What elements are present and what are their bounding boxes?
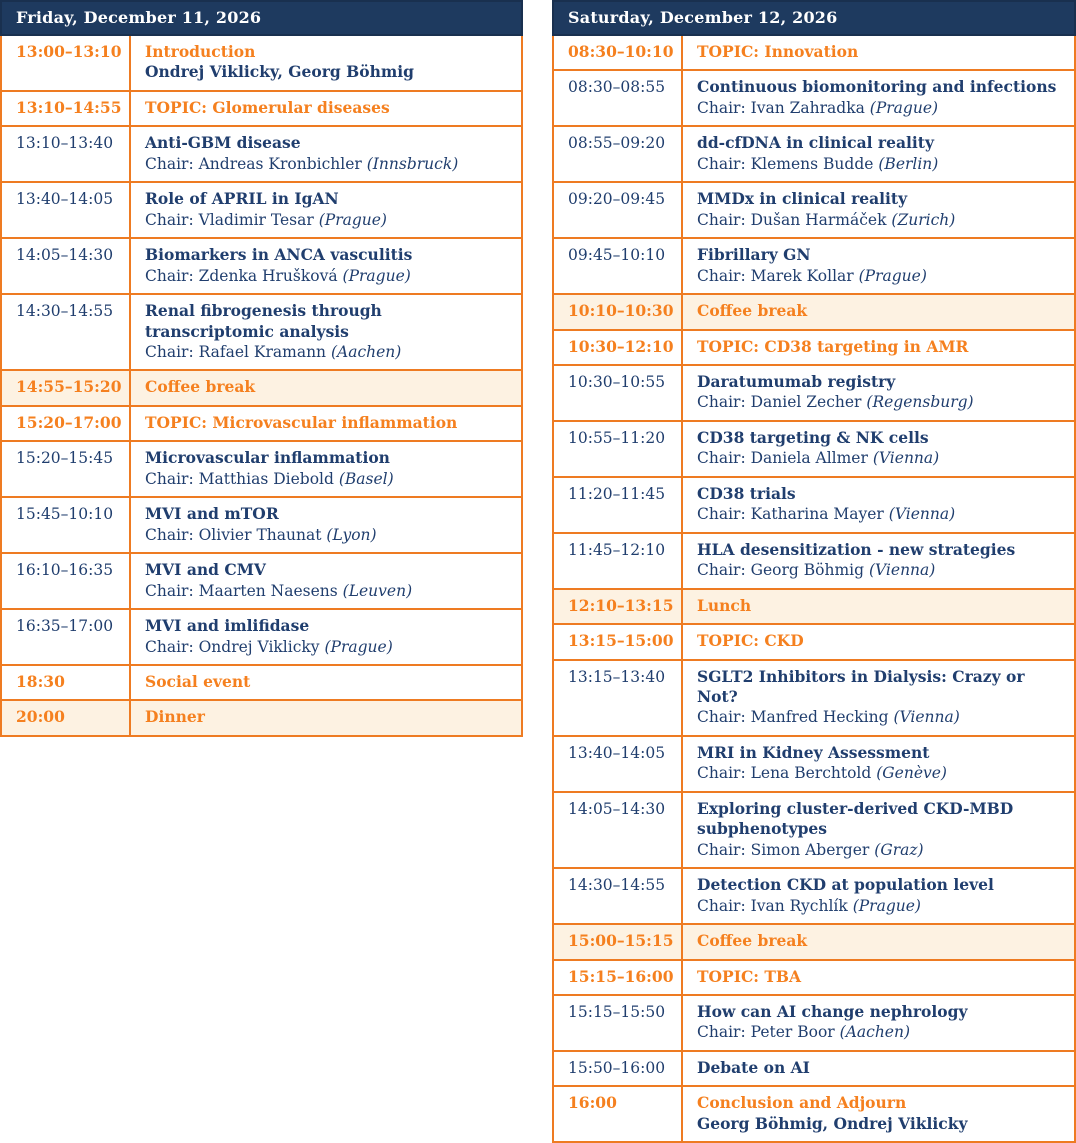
session-cell: [131, 498, 521, 552]
session-title: Role of APRIL in IgAN: [145, 189, 339, 209]
session-cell: [683, 590, 1074, 623]
session-chair: Chair: Manfred Hecking: [697, 708, 889, 727]
session-chair-line: [145, 637, 509, 657]
time-cell: [554, 590, 683, 623]
time-cell: [554, 793, 683, 867]
time-cell: [554, 961, 683, 994]
time-cell: [554, 71, 683, 125]
schedule-row: [554, 867, 1074, 923]
time-cell: [554, 127, 683, 181]
schedule-row: [554, 994, 1074, 1050]
time-cell: [554, 661, 683, 735]
schedule-row: [554, 1085, 1074, 1141]
time-cell: [554, 996, 683, 1050]
session-chair-line: [697, 448, 1062, 468]
time-cell: [2, 36, 131, 90]
time-label: 08:30–10:10: [568, 42, 674, 61]
session-chair-line: [697, 392, 1062, 412]
session-chair: Chair: Klemens Budde: [697, 154, 874, 173]
schedule-row: [554, 623, 1074, 658]
time-cell: [2, 666, 131, 699]
session-chair: Chair: Zdenka Hrušková: [145, 266, 338, 285]
schedule-row: [554, 420, 1074, 476]
time-label: 13:10–14:55: [16, 97, 122, 117]
day-header: [0, 0, 523, 36]
session-cell: [131, 407, 521, 440]
session-place: (Prague): [858, 266, 927, 285]
session-chair: Chair: Olivier Thaunat: [145, 525, 322, 544]
session-place: (Genève): [876, 764, 947, 783]
schedule-row: [554, 923, 1074, 958]
session-chair: Chair: Simon Aberger: [697, 840, 870, 859]
time-label: 13:10–13:40: [16, 134, 114, 153]
session-cell: [131, 610, 521, 664]
session-cell: [683, 127, 1074, 181]
session-title: TOPIC: CD38 targeting in AMR: [697, 336, 969, 356]
time-label: 11:45–12:10: [568, 540, 666, 559]
session-place: (Graz): [874, 840, 924, 859]
session-cell: [131, 239, 521, 293]
session-title: Coffee break: [697, 931, 808, 951]
session-place: (Vienna): [893, 708, 960, 727]
session-chair: Chair: Matthias Diebold: [145, 469, 334, 488]
session-chair-line: [697, 504, 1062, 524]
session-cell: [131, 701, 521, 734]
session-cell: [131, 371, 521, 404]
session-place: (Lyon): [326, 525, 377, 544]
session-chair-line: [697, 210, 1062, 230]
session-title: CD38 trials: [697, 483, 796, 503]
session-cell: [683, 71, 1074, 125]
time-label: 16:35–17:00: [16, 617, 114, 636]
session-title: MVI and CMV: [145, 560, 266, 580]
schedule-row: [554, 959, 1074, 994]
schedule-row: [554, 659, 1074, 735]
session-cell: [683, 625, 1074, 658]
time-cell: [554, 869, 683, 923]
time-label: 14:30–14:55: [568, 876, 666, 895]
session-title: Fibrillary GN: [697, 245, 811, 265]
schedule-row: [554, 532, 1074, 588]
schedule-row: [554, 36, 1074, 69]
session-place: (Prague): [869, 98, 939, 117]
time-cell: [554, 1087, 683, 1141]
session-cell: [131, 295, 521, 369]
day-header: [552, 0, 1076, 36]
schedule-row: [554, 1050, 1074, 1085]
session-chair-line: [145, 581, 509, 601]
session-title: Detection CKD at population level: [697, 875, 994, 895]
time-label: 14:05–14:30: [568, 799, 666, 818]
session-title: Daratumumab registry: [697, 371, 896, 391]
time-label: 08:30–08:55: [568, 78, 666, 97]
schedule-row: [554, 588, 1074, 623]
time-label: 10:30–10:55: [568, 372, 666, 391]
session-title: TOPIC: TBA: [697, 966, 802, 986]
session-title: HLA desensitization - new strategies: [697, 539, 1016, 559]
schedule-row: [2, 36, 521, 90]
time-label: 15:00–15:15: [568, 931, 674, 951]
session-place: (Prague): [852, 896, 921, 915]
day-title: Friday, December 11, 2026: [16, 8, 262, 27]
session-place: (Prague): [318, 210, 387, 229]
session-chair-line: [697, 1022, 1062, 1042]
session-chair-line: [697, 154, 1062, 174]
time-label: 15:50–16:00: [568, 1058, 666, 1077]
time-label: 15:20–17:00: [16, 412, 122, 432]
session-title: TOPIC: Microvascular inflammation: [145, 412, 458, 432]
session-title: dd-cfDNA in clinical reality: [697, 133, 934, 153]
time-cell: [554, 183, 683, 237]
session-cell: [683, 366, 1074, 420]
session-cell: [683, 737, 1074, 791]
session-title: Coffee break: [697, 301, 808, 321]
time-cell: [554, 422, 683, 476]
time-label: 09:45–10:10: [568, 246, 666, 265]
time-label: 10:30–12:10: [568, 336, 674, 356]
session-place: (Prague): [342, 266, 411, 285]
session-title: Lunch: [697, 595, 752, 615]
session-chair-line: [697, 840, 1062, 860]
time-cell: [2, 701, 131, 734]
time-label: 18:30: [16, 671, 65, 691]
day-body: [552, 36, 1076, 1143]
session-cell: [683, 36, 1074, 69]
time-label: 10:55–11:20: [568, 428, 666, 447]
time-cell: [2, 554, 131, 608]
session-cell: [683, 961, 1074, 994]
time-label: 16:10–16:35: [16, 561, 114, 580]
session-chair: Chair: Ivan Zahradka: [697, 98, 865, 117]
time-label: 13:15–15:00: [568, 631, 674, 651]
session-chair-line: [145, 469, 509, 489]
schedule-row: [2, 237, 521, 293]
session-title: MVI and imlifidase: [145, 616, 310, 636]
session-chair-line: [697, 560, 1062, 580]
schedule-row: [554, 735, 1074, 791]
session-chair: Chair: Peter Boor: [697, 1023, 835, 1042]
schedule-row: [554, 329, 1074, 364]
session-speakers: Ondrej Viklicky, Georg Böhmig: [145, 62, 414, 82]
schedule-row: [2, 552, 521, 608]
session-title: Anti-GBM disease: [145, 133, 301, 153]
session-chair: Chair: Lena Berchtold: [697, 764, 872, 783]
schedule-row: [2, 440, 521, 496]
time-label: 15:45–10:10: [16, 505, 114, 524]
session-chair-line: [145, 342, 509, 362]
time-cell: [554, 534, 683, 588]
session-place: (Aachen): [839, 1023, 911, 1042]
session-place: (Zurich): [891, 210, 956, 229]
time-cell: [2, 610, 131, 664]
schedule-row: [2, 125, 521, 181]
time-cell: [554, 625, 683, 658]
time-label: 13:15–13:40: [568, 667, 666, 686]
time-label: 13:40–14:05: [16, 190, 114, 209]
session-chair: Chair: Dušan Harmáček: [697, 210, 887, 229]
session-place: (Vienna): [888, 505, 956, 524]
session-title: CD38 targeting & NK cells: [697, 427, 929, 447]
schedule-row: [2, 405, 521, 440]
session-title: Debate on AI: [697, 1057, 810, 1077]
session-chair-line: [145, 525, 509, 545]
time-label: 13:00–13:10: [16, 42, 122, 61]
time-cell: [554, 295, 683, 328]
session-place: (Vienna): [872, 449, 940, 468]
time-label: 13:40–14:05: [568, 743, 666, 762]
schedule-row: [554, 69, 1074, 125]
session-cell: [683, 661, 1074, 735]
session-cell: [683, 1052, 1074, 1085]
time-label: 20:00: [16, 707, 65, 727]
time-cell: [554, 478, 683, 532]
schedule-row: [554, 125, 1074, 181]
session-place: (Vienna): [868, 561, 936, 580]
session-cell: [683, 239, 1074, 293]
day-schedule: [0, 0, 523, 737]
schedule-row: [2, 496, 521, 552]
time-cell: [554, 331, 683, 364]
time-cell: [2, 295, 131, 369]
time-cell: [554, 1052, 683, 1085]
session-title: Exploring cluster-derived CKD-MBD subphenotypes: [697, 798, 1014, 839]
time-label: 14:55–15:20: [16, 377, 122, 397]
session-title: Microvascular inflammation: [145, 448, 390, 468]
session-cell: [683, 295, 1074, 328]
session-chair: Chair: Ivan Rychlík: [697, 896, 848, 915]
session-cell: [131, 183, 521, 237]
session-title: Dinner: [145, 707, 205, 727]
time-cell: [2, 371, 131, 404]
day-body: [0, 36, 523, 737]
session-chair: Chair: Andreas Kronbichler: [145, 154, 362, 173]
session-title: Introduction: [145, 42, 256, 61]
session-chair-line: [145, 154, 509, 174]
time-cell: [2, 498, 131, 552]
session-cell: [683, 793, 1074, 867]
time-cell: [2, 442, 131, 496]
session-chair-line: [145, 266, 509, 286]
time-label: 15:15–16:00: [568, 966, 674, 986]
session-title: Conclusion and Adjourn: [697, 1093, 907, 1113]
time-cell: [2, 92, 131, 125]
time-label: 16:00: [568, 1093, 617, 1113]
session-title: How can AI change nephrology: [697, 1001, 968, 1021]
schedule-row: [554, 181, 1074, 237]
session-chair: Chair: Vladimir Tesar: [145, 210, 314, 229]
session-place: (Leuven): [342, 581, 413, 600]
schedule-row: [554, 293, 1074, 328]
session-cell: [683, 869, 1074, 923]
time-label: 12:10–13:15: [568, 595, 674, 615]
session-cell: [683, 1087, 1074, 1141]
session-chair: Chair: Katharina Mayer: [697, 505, 884, 524]
session-chair: Chair: Ondrej Viklicky: [145, 637, 320, 656]
schedule-row: [2, 664, 521, 699]
session-title: TOPIC: CKD: [697, 631, 804, 651]
session-cell: [131, 36, 521, 90]
session-title: MMDx in clinical reality: [697, 189, 908, 209]
time-cell: [2, 183, 131, 237]
session-chair: Chair: Marek Kollar: [697, 266, 854, 285]
time-cell: [554, 36, 683, 69]
day-schedule: [552, 0, 1076, 1143]
session-cell: [131, 554, 521, 608]
session-title: Continuous biomonitoring and infections: [697, 77, 1057, 97]
session-chair-line: [697, 896, 1062, 916]
schedule-row: [2, 181, 521, 237]
session-cell: [131, 92, 521, 125]
session-cell: [131, 442, 521, 496]
schedule-row: [554, 791, 1074, 867]
session-cell: [683, 422, 1074, 476]
time-label: 14:05–14:30: [16, 246, 114, 265]
session-title: TOPIC: Innovation: [697, 42, 859, 61]
session-chair: Chair: Georg Böhmig: [697, 561, 865, 580]
session-place: (Prague): [324, 637, 393, 656]
time-label: 09:20–09:45: [568, 190, 666, 209]
session-chair: Chair: Rafael Kramann: [145, 342, 327, 361]
schedule-row: [554, 364, 1074, 420]
session-chair: Chair: Daniel Zecher: [697, 393, 862, 412]
schedule-row: [2, 699, 521, 734]
day-title: Saturday, December 12, 2026: [568, 8, 838, 27]
session-cell: [683, 478, 1074, 532]
time-label: 14:30–14:55: [16, 302, 114, 321]
time-label: 08:55–09:20: [568, 134, 666, 153]
session-title: MVI and mTOR: [145, 504, 279, 524]
time-label: 11:20–11:45: [568, 484, 666, 503]
session-title: Coffee break: [145, 377, 256, 397]
session-chair-line: [145, 210, 509, 230]
time-cell: [554, 239, 683, 293]
time-cell: [554, 925, 683, 958]
session-place: (Basel): [338, 469, 394, 488]
session-title: Social event: [145, 671, 251, 691]
session-cell: [683, 331, 1074, 364]
time-cell: [2, 239, 131, 293]
session-cell: [131, 127, 521, 181]
time-cell: [2, 407, 131, 440]
session-title: Renal fibrogenesis through transcriptomic analysis: [145, 301, 382, 341]
session-chair-line: [697, 763, 1062, 783]
time-cell: [554, 366, 683, 420]
schedule-row: [2, 90, 521, 125]
session-cell: [683, 925, 1074, 958]
time-label: 10:10–10:30: [568, 301, 674, 321]
session-chair-line: [697, 266, 1062, 286]
schedule-row: [2, 293, 521, 369]
session-cell: [683, 534, 1074, 588]
time-label: 15:15–15:50: [568, 1002, 666, 1021]
session-chair-line: [697, 98, 1062, 118]
session-chair-line: [697, 707, 1062, 727]
session-chair: Chair: Daniela Allmer: [697, 449, 868, 468]
time-label: 15:20–15:45: [16, 449, 114, 468]
session-title: Biomarkers in ANCA vasculitis: [145, 245, 413, 265]
session-cell: [683, 183, 1074, 237]
session-chair: Chair: Maarten Naesens: [145, 581, 338, 600]
session-place: (Regensburg): [866, 393, 974, 412]
schedule-row: [554, 237, 1074, 293]
time-cell: [2, 127, 131, 181]
schedule-row: [554, 476, 1074, 532]
session-title: MRI in Kidney Assessment: [697, 742, 930, 762]
schedule-row: [2, 369, 521, 404]
session-cell: [131, 666, 521, 699]
session-title: SGLT2 Inhibitors in Dialysis: Crazy or Not?: [697, 666, 1025, 706]
time-cell: [554, 737, 683, 791]
schedule-row: [2, 608, 521, 664]
session-speakers: Georg Böhmig, Ondrej Viklicky: [697, 1113, 968, 1133]
session-cell: [683, 996, 1074, 1050]
session-title: TOPIC: Glomerular diseases: [145, 97, 390, 117]
session-place: (Innsbruck): [366, 154, 459, 173]
session-place: (Berlin): [878, 154, 939, 173]
session-place: (Aachen): [330, 342, 402, 361]
